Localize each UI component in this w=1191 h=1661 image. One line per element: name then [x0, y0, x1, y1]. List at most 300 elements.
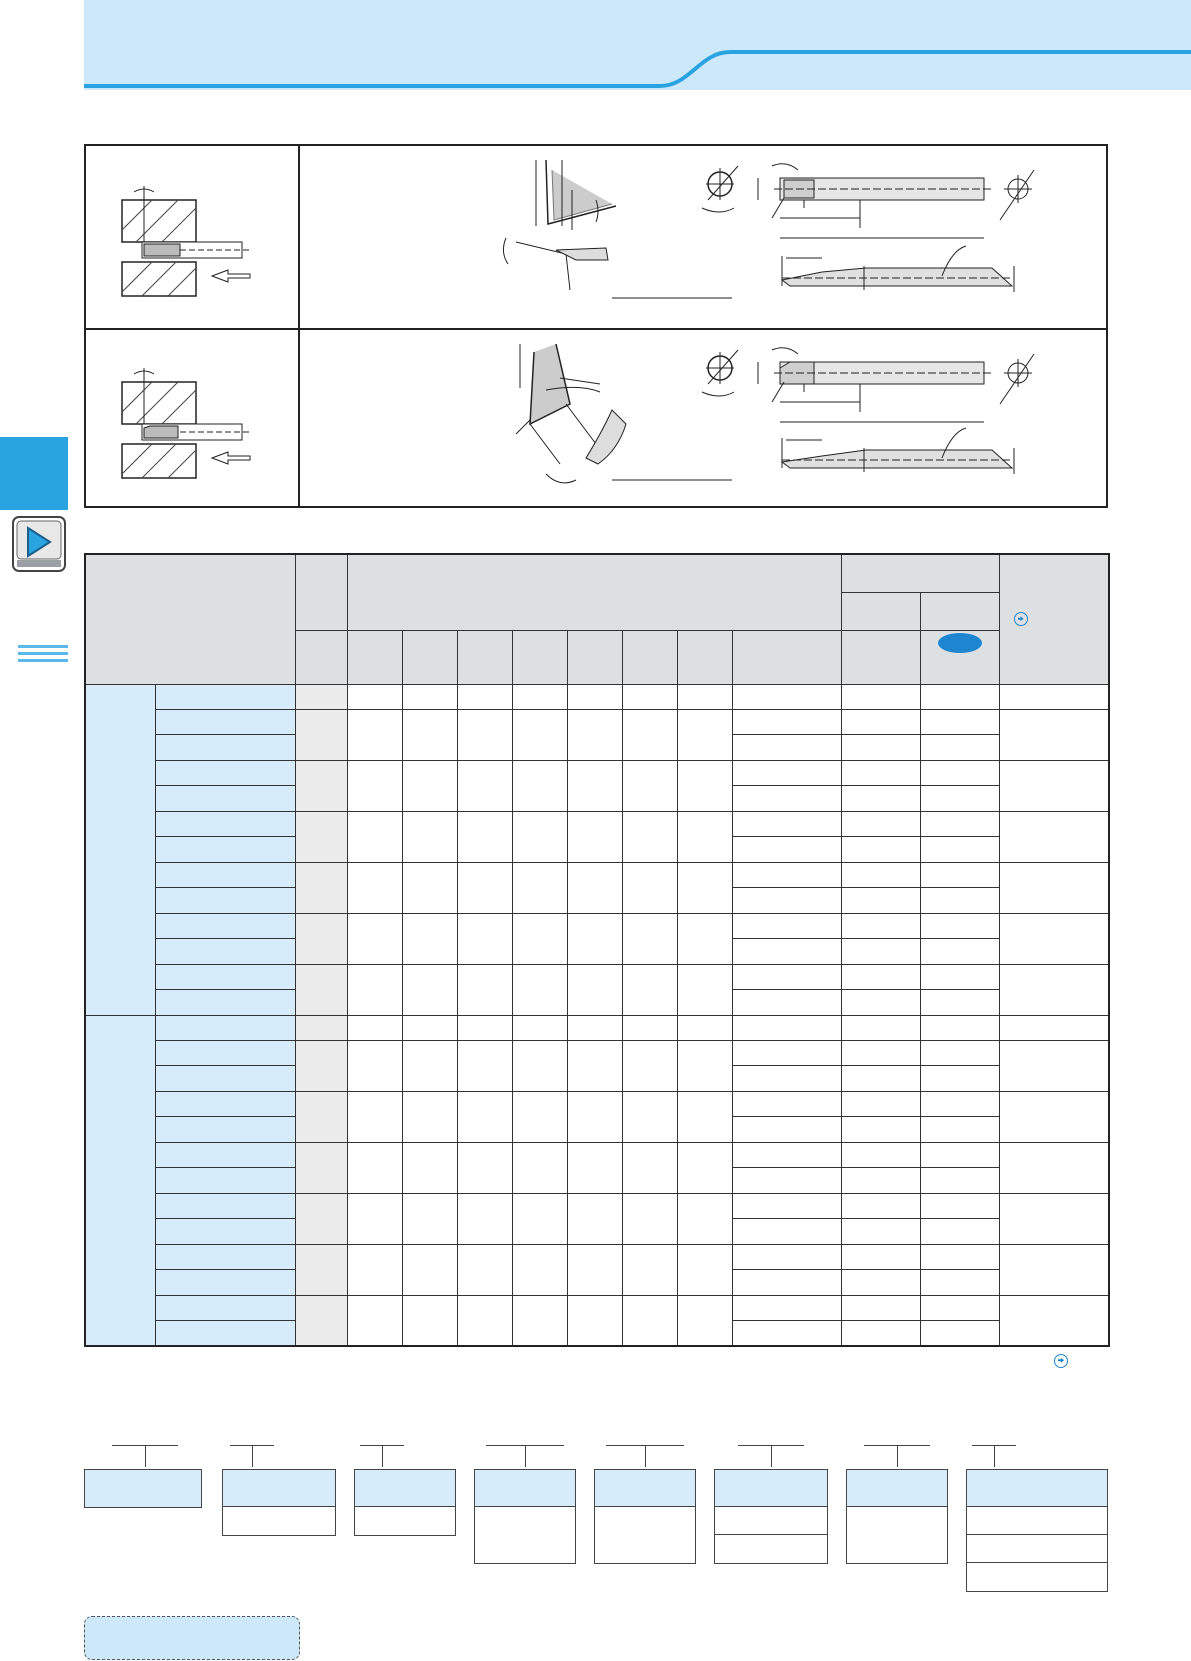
- dimension-cell: [457, 1091, 512, 1142]
- stock-cell: [920, 1117, 999, 1143]
- stock-cell: [841, 1168, 920, 1194]
- stock-cell: [920, 939, 999, 965]
- diagram-row-1: [86, 146, 1106, 328]
- designation-cell: [155, 1244, 295, 1270]
- grade-cell: [295, 1142, 347, 1193]
- code-segment-option: [595, 1507, 695, 1563]
- value-cell: [567, 684, 622, 709]
- value-cell: [512, 684, 567, 709]
- designation-cell: [155, 760, 295, 786]
- holder-cell: [999, 811, 1109, 862]
- variant-cell: [732, 1117, 841, 1143]
- variant-cell: [732, 760, 841, 786]
- workpiece-section-diagram: [122, 368, 252, 478]
- header-stock: [841, 554, 999, 592]
- header-dim-4: [512, 630, 567, 684]
- code-bracket-stem: [645, 1446, 646, 1467]
- stock-cell: [841, 1219, 920, 1245]
- stock-cell: [920, 837, 999, 863]
- dimension-cell: [347, 1142, 402, 1193]
- table-row: [85, 1142, 1109, 1168]
- code-segment-header: [475, 1470, 575, 1507]
- value-cell: [841, 1015, 920, 1040]
- dimension-cell: [622, 964, 677, 1015]
- dimension-cell: [512, 1040, 567, 1091]
- value-cell: [677, 1015, 732, 1040]
- value-cell: [457, 684, 512, 709]
- variant-cell: [732, 837, 841, 863]
- dimension-cell: [512, 1091, 567, 1142]
- designation-cell: [155, 862, 295, 888]
- dimension-cell: [512, 811, 567, 862]
- value-cell: [732, 684, 841, 709]
- code-bracket-stem: [897, 1446, 898, 1467]
- dimension-cell: [622, 1295, 677, 1346]
- header-stock-sub-1: [841, 630, 920, 684]
- designation-cell: [155, 1193, 295, 1219]
- variant-cell: [732, 735, 841, 761]
- dimension-cell: [567, 709, 622, 760]
- stock-cell: [841, 1091, 920, 1117]
- stock-cell: [920, 1168, 999, 1194]
- dimension-cell: [567, 1142, 622, 1193]
- value-cell: [512, 1015, 567, 1040]
- specification-table: [84, 553, 1110, 1347]
- stock-cell: [841, 1040, 920, 1066]
- stock-cell: [920, 888, 999, 914]
- dimension-cell: [402, 1244, 457, 1295]
- variant-cell: [732, 1295, 841, 1321]
- stock-cell: [841, 811, 920, 837]
- dimension-cell: [567, 1040, 622, 1091]
- dimension-cell: [457, 1244, 512, 1295]
- designation-cell: [155, 939, 295, 965]
- right-arrow-circle-icon[interactable]: [1014, 612, 1028, 626]
- grade-cell: [295, 913, 347, 964]
- diagram-row-2: [86, 330, 1106, 508]
- designation-cell: [155, 1066, 295, 1092]
- tool-top-view-diagram: [612, 246, 1014, 298]
- value-cell: [622, 1015, 677, 1040]
- cutting-edge-angle-diagram: [503, 160, 616, 290]
- dimension-cell: [677, 1091, 732, 1142]
- header-applicable-holder: [999, 554, 1109, 684]
- code-segment-box: [714, 1469, 828, 1564]
- table-row: [85, 1091, 1109, 1117]
- right-arrow-circle-icon[interactable]: [1054, 1354, 1068, 1368]
- stock-cell: [920, 1270, 999, 1296]
- dimension-cell: [512, 964, 567, 1015]
- designation-cell: [155, 1142, 295, 1168]
- dimension-cell: [677, 811, 732, 862]
- designation-cell: [155, 811, 295, 837]
- stock-cell: [841, 964, 920, 990]
- code-segment-option: [967, 1563, 1107, 1591]
- side-decorative-lines: [18, 645, 68, 665]
- dimension-cell: [347, 1040, 402, 1091]
- table-row: [85, 1015, 1109, 1040]
- dimension-cell: [347, 811, 402, 862]
- designation-cell: [155, 990, 295, 1016]
- holder-cell: [999, 760, 1109, 811]
- stock-cell: [841, 862, 920, 888]
- dimension-cell: [512, 913, 567, 964]
- stock-cell: [920, 1040, 999, 1066]
- grade-cell: [295, 1015, 347, 1040]
- stock-cell: [841, 1295, 920, 1321]
- variant-cell: [732, 1091, 841, 1117]
- holder-cell: [999, 1244, 1109, 1295]
- header-stock-sub-2: [920, 630, 999, 684]
- dimension-cell: [402, 709, 457, 760]
- header-dim-7: [677, 630, 732, 684]
- code-segment-option: [223, 1507, 335, 1535]
- value-cell: [841, 684, 920, 709]
- code-segment-header: [355, 1470, 455, 1507]
- dimension-cell: [347, 709, 402, 760]
- code-bracket-stem: [525, 1446, 526, 1467]
- dimension-cell: [512, 709, 567, 760]
- stock-cell: [841, 1270, 920, 1296]
- grade-cell: [295, 1091, 347, 1142]
- dimension-cell: [677, 1193, 732, 1244]
- dimension-cell: [567, 760, 622, 811]
- value-cell: [732, 1015, 841, 1040]
- side-section-tab[interactable]: [0, 437, 68, 510]
- code-bracket-stem: [145, 1446, 146, 1467]
- variant-cell: [732, 786, 841, 812]
- grade-cell: [295, 964, 347, 1015]
- stock-cell: [841, 786, 920, 812]
- stock-cell: [920, 1091, 999, 1117]
- dimension-cell: [512, 760, 567, 811]
- dimension-cell: [567, 1295, 622, 1346]
- dimension-cell: [402, 760, 457, 811]
- tool-diagram-panel: [84, 144, 1108, 508]
- holder-cell: [999, 1193, 1109, 1244]
- play-triangle-icon[interactable]: [12, 516, 66, 572]
- value-cell: [920, 1015, 999, 1040]
- code-segment-header: [85, 1470, 201, 1507]
- dimension-cell: [347, 913, 402, 964]
- designation-cell: [155, 1321, 295, 1347]
- stock-cell: [920, 786, 999, 812]
- value-cell: [622, 684, 677, 709]
- designation-cell: [155, 1270, 295, 1296]
- dimension-cell: [622, 1142, 677, 1193]
- value-cell: [457, 1015, 512, 1040]
- dimension-cell: [677, 760, 732, 811]
- dimension-cell: [622, 1040, 677, 1091]
- code-segment-header: [847, 1470, 947, 1507]
- dimension-cell: [567, 862, 622, 913]
- dimension-cell: [512, 1295, 567, 1346]
- value-cell: [567, 1015, 622, 1040]
- dimension-cell: [347, 760, 402, 811]
- stock-cell: [841, 1193, 920, 1219]
- stock-cell: [920, 760, 999, 786]
- dimension-cell: [512, 1193, 567, 1244]
- designation-cell: [155, 1219, 295, 1245]
- designation-cell: [155, 1117, 295, 1143]
- designation-cell: [155, 964, 295, 990]
- code-segment-header: [595, 1470, 695, 1507]
- stock-cell: [841, 990, 920, 1016]
- grade-cell: [295, 862, 347, 913]
- stock-cell: [841, 760, 920, 786]
- dimension-cell: [402, 1040, 457, 1091]
- stock-cell: [920, 1142, 999, 1168]
- value-cell: [402, 684, 457, 709]
- value-cell: [677, 684, 732, 709]
- code-segment-box: [84, 1469, 202, 1508]
- shank-cross-section-diagram: [702, 350, 738, 396]
- shank-cross-section-diagram: [702, 166, 738, 212]
- code-segment-option: [967, 1507, 1107, 1535]
- dimension-cell: [402, 811, 457, 862]
- code-segment-box: [474, 1469, 576, 1564]
- dimension-cell: [457, 709, 512, 760]
- dimension-cell: [457, 811, 512, 862]
- header-grade: [295, 554, 347, 630]
- variant-cell: [732, 939, 841, 965]
- dimension-cell: [402, 1142, 457, 1193]
- dimension-cell: [402, 1193, 457, 1244]
- table-row: [85, 964, 1109, 990]
- stock-cell: [920, 1066, 999, 1092]
- grade-cell: [295, 709, 347, 760]
- designation-cell: [155, 1091, 295, 1117]
- stock-cell: [920, 1321, 999, 1347]
- designation-cell: [155, 837, 295, 863]
- dimension-cell: [677, 862, 732, 913]
- stock-cell: [920, 1295, 999, 1321]
- header-dimensions: [347, 554, 841, 630]
- variant-cell: [732, 1066, 841, 1092]
- dimension-cell: [677, 709, 732, 760]
- dimension-cell: [347, 862, 402, 913]
- table-row: [85, 684, 1109, 709]
- value-cell: [920, 684, 999, 709]
- stock-cell: [920, 990, 999, 1016]
- table-row: [85, 913, 1109, 939]
- dimension-cell: [567, 913, 622, 964]
- variant-cell: [732, 1193, 841, 1219]
- dimension-cell: [347, 1193, 402, 1244]
- tool-side-view-diagram: [758, 348, 1034, 422]
- variant-cell: [732, 1244, 841, 1270]
- holder-cell: [999, 913, 1109, 964]
- group-label-cell: [85, 684, 155, 1015]
- stock-cell: [841, 1244, 920, 1270]
- designation-cell: [155, 735, 295, 761]
- grade-cell: [295, 1193, 347, 1244]
- dimension-cell: [677, 1244, 732, 1295]
- designation-cell: [155, 913, 295, 939]
- dimension-cell: [567, 1091, 622, 1142]
- stock-cell: [920, 735, 999, 761]
- dimension-cell: [512, 1142, 567, 1193]
- variant-cell: [732, 913, 841, 939]
- designation-cell: [155, 1015, 295, 1040]
- variant-cell: [732, 862, 841, 888]
- variant-cell: [732, 1168, 841, 1194]
- grade-cell: [295, 1295, 347, 1346]
- holder-cell: [999, 709, 1109, 760]
- variant-cell: [732, 964, 841, 990]
- stock-cell: [841, 709, 920, 735]
- dimension-cell: [347, 1091, 402, 1142]
- dimension-cell: [622, 862, 677, 913]
- code-segment-option: [967, 1535, 1107, 1563]
- variant-cell: [732, 811, 841, 837]
- dimension-cell: [512, 862, 567, 913]
- header-dim-6: [622, 630, 677, 684]
- stock-cell: [920, 1244, 999, 1270]
- stock-cell: [841, 1117, 920, 1143]
- dimension-cell: [622, 1193, 677, 1244]
- dimension-cell: [567, 811, 622, 862]
- dimension-cell: [677, 964, 732, 1015]
- dimension-cell: [347, 1244, 402, 1295]
- header-stock-col-2: [920, 592, 999, 630]
- header-dim-3: [457, 630, 512, 684]
- dimension-cell: [567, 1193, 622, 1244]
- code-segment-box: [354, 1469, 456, 1536]
- dimension-cell: [677, 1295, 732, 1346]
- dimension-cell: [677, 1142, 732, 1193]
- designation-cell: [155, 786, 295, 812]
- table-row: [85, 1295, 1109, 1321]
- dimension-cell: [457, 1142, 512, 1193]
- code-bracket-stem: [252, 1446, 253, 1467]
- dimension-cell: [457, 862, 512, 913]
- group-label-cell: [85, 1015, 155, 1346]
- code-bracket-stem: [382, 1446, 383, 1467]
- dimension-cell: [457, 964, 512, 1015]
- value-cell: [999, 1015, 1109, 1040]
- value-cell: [999, 684, 1109, 709]
- dimension-cell: [622, 1244, 677, 1295]
- dimension-cell: [512, 1244, 567, 1295]
- dimension-cell: [347, 964, 402, 1015]
- designation-cell: [155, 1295, 295, 1321]
- code-segment-option: [847, 1507, 947, 1563]
- grade-cell: [295, 760, 347, 811]
- header-dim-5: [567, 630, 622, 684]
- dimension-cell: [567, 1244, 622, 1295]
- table-row: [85, 862, 1109, 888]
- designation-cell: [155, 1040, 295, 1066]
- holder-cell: [999, 862, 1109, 913]
- variant-cell: [732, 888, 841, 914]
- holder-cell: [999, 1040, 1109, 1091]
- header-designation: [85, 554, 295, 684]
- variant-cell: [732, 709, 841, 735]
- code-segment-header: [967, 1470, 1107, 1507]
- dimension-cell: [567, 964, 622, 1015]
- designation-cell: [155, 709, 295, 735]
- stock-cell: [841, 1066, 920, 1092]
- dimension-cell: [457, 1193, 512, 1244]
- cutting-edge-angle-diagram: [516, 344, 626, 483]
- holder-cell: [999, 1295, 1109, 1346]
- variant-cell: [732, 990, 841, 1016]
- stock-cell: [841, 939, 920, 965]
- holder-cell: [999, 1142, 1109, 1193]
- stock-cell: [841, 837, 920, 863]
- tool-top-view-diagram: [612, 428, 1014, 480]
- dimension-cell: [457, 1040, 512, 1091]
- variant-cell: [732, 1219, 841, 1245]
- stock-cell: [841, 913, 920, 939]
- value-cell: [347, 684, 402, 709]
- table-row: [85, 811, 1109, 837]
- dimension-cell: [622, 811, 677, 862]
- stock-cell: [920, 1193, 999, 1219]
- dimension-cell: [402, 1091, 457, 1142]
- stock-cell: [841, 735, 920, 761]
- header-grade-sub: [295, 630, 347, 684]
- dimension-cell: [622, 1091, 677, 1142]
- code-segment-option: [715, 1507, 827, 1535]
- dimension-cell: [347, 1295, 402, 1346]
- dimension-cell: [677, 913, 732, 964]
- dimension-cell: [402, 862, 457, 913]
- dimension-cell: [402, 913, 457, 964]
- table-row: [85, 760, 1109, 786]
- table-row: [85, 1244, 1109, 1270]
- stock-cell: [920, 1219, 999, 1245]
- code-segment-option: [475, 1507, 575, 1563]
- dimension-cell: [457, 1295, 512, 1346]
- stock-cell: [920, 964, 999, 990]
- dimension-cell: [622, 913, 677, 964]
- dimension-cell: [677, 1040, 732, 1091]
- tool-side-view-diagram: [758, 164, 1034, 238]
- code-segment-option: [355, 1507, 455, 1535]
- stock-cell: [920, 913, 999, 939]
- header-dim-8: [732, 630, 841, 684]
- grade-cell: [295, 811, 347, 862]
- dimension-cell: [402, 1295, 457, 1346]
- stock-cell: [920, 811, 999, 837]
- designation-cell: [155, 888, 295, 914]
- header-curve-decoration: [0, 0, 1191, 95]
- code-segment-box: [594, 1469, 696, 1564]
- stock-marker-pill: [938, 633, 982, 653]
- holder-cell: [999, 1091, 1109, 1142]
- dimension-cell: [622, 760, 677, 811]
- header-dim-2: [402, 630, 457, 684]
- code-segment-box: [846, 1469, 948, 1564]
- workpiece-section-diagram: [122, 186, 252, 296]
- dimension-cell: [457, 760, 512, 811]
- code-segment-header: [223, 1470, 335, 1507]
- designation-cell: [155, 1168, 295, 1194]
- variant-cell: [732, 1040, 841, 1066]
- dimension-cell: [622, 709, 677, 760]
- stock-cell: [920, 709, 999, 735]
- header-stock-col-1: [841, 592, 920, 630]
- variant-cell: [732, 1270, 841, 1296]
- dimension-cell: [457, 913, 512, 964]
- table-row: [85, 709, 1109, 735]
- dimension-cell: [402, 964, 457, 1015]
- stock-cell: [841, 888, 920, 914]
- designation-cell: [155, 684, 295, 709]
- code-segment-box: [966, 1469, 1108, 1592]
